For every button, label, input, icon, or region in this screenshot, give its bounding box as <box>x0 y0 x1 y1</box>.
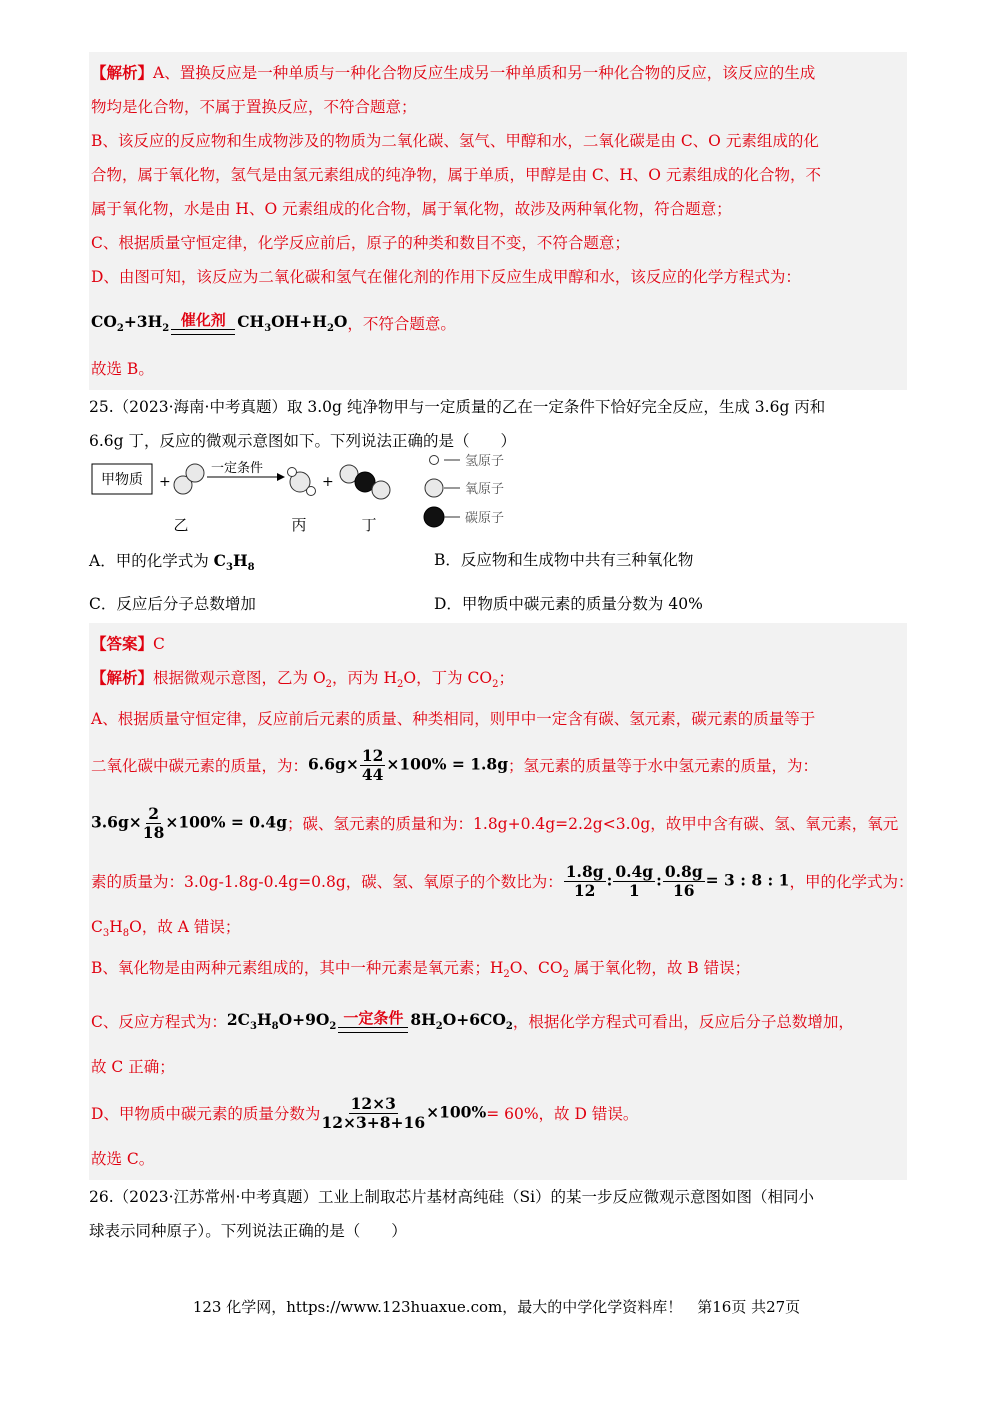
q25-analysis-a3 <box>91 794 907 852</box>
legend-carbon-icon <box>424 507 444 527</box>
q24-analysis-a1 <box>91 56 907 90</box>
q24-analysis-d: D、由图可知，该反应为二氧化碳和氢气在催化剂的作用下反应生成甲醇和水，该反应的化学方程式为： <box>91 268 801 286</box>
legend-oxygen-icon <box>425 479 443 497</box>
analysis-text: ；碳、氢元素的质量和为：1.8g+0.4g=2.2g<3.0g，故甲中含有碳、氢、氧元素，氧元 <box>287 815 899 834</box>
analysis-tag: 【解析】 <box>91 668 154 688</box>
label-bing: 丙 <box>291 516 307 534</box>
q25-analysis-a2 <box>91 736 907 794</box>
analysis-text: A、置换反应是一种单质与一种化合物反应生成另一种单质和另一种化合物的反应，该反应的生成 <box>153 64 816 82</box>
condition-label: 一定条件 <box>343 1009 404 1028</box>
q25-options-row-1 <box>89 542 907 586</box>
q25-analysis-d <box>91 1084 907 1142</box>
q25-option-b: B．反应物和生成物中共有三种氧化物 <box>434 551 694 569</box>
q24-analysis-c: C、根据质量守恒定律，化学反应前后，原子的种类和数目不变，不符合题意； <box>91 234 630 252</box>
equation-left: $CO_2+3H_2$ <box>91 311 170 335</box>
q25-analysis-c <box>91 992 907 1050</box>
atom-ratio-formula: $\frac{1.8g}{12}$ : $\frac{0.4g}{1}$ : $\frac{0.8g}{16}$ = 3 : 8 : 1 <box>565 861 790 900</box>
option-a-formula: $C_3H_8$ <box>213 551 255 574</box>
q24-answer: 故选 B。 <box>91 360 154 378</box>
legend-oxygen-label: 氧原子 <box>465 482 505 497</box>
label-yi: 乙 <box>173 516 189 534</box>
q25-options-row-2 <box>89 586 907 623</box>
analysis-text: ，根据化学方程式可看出，反应后分子总数增加， <box>512 1013 854 1032</box>
catalyst-label: 催化剂 <box>180 311 226 329</box>
legend-hydrogen-icon <box>430 456 439 465</box>
q25-analysis-c2: 故 C 正确； <box>91 1058 175 1077</box>
q25-analysis-b: B、氧化物是由两种元素组成的，其中一种元素是氧元素；$H_2O$、$CO_2$ 属于氧化物，故 B 错误； <box>91 959 751 981</box>
answer-tag: 【答案】 <box>91 634 154 654</box>
q25-answer: 故选 C。 <box>91 1150 155 1169</box>
carbon-fraction-formula: $\frac{12\times 3}{12\times 3+8+16}$ ×100% <box>321 1093 487 1132</box>
substance-box-label: 甲物质 <box>101 472 143 488</box>
q26-stem-1: 26.（2023·江苏常州·中考真题）工业上制取芯片基材高纯硅（Si）的某一步反应微观示意图如图（相同小 <box>89 1188 815 1207</box>
legend-carbon-label: 碳原子 <box>465 511 505 526</box>
q24-analysis-b1: B、该反应的反应物和生成物涉及的物质为二氧化碳、氢气、甲醇和水，二氧化碳是由 C、O 元素组成的化 <box>91 132 819 150</box>
analysis-text: 二氧化碳中碳元素的质量，为： <box>91 757 309 776</box>
analysis-text: ，故 A 错误； <box>141 918 241 937</box>
svg-text:+: + <box>322 474 334 490</box>
analysis-tag: 【解析】 <box>91 63 154 82</box>
q25-answer-line <box>91 627 907 661</box>
q25-option-c: C．反应后分子总数增加 <box>89 595 256 614</box>
hydrogen-mass-formula: 3.6g× $\frac{2}{18}$ ×100% = 0.4g <box>91 803 288 842</box>
equation-tail: ，不符合题意。 <box>347 315 456 333</box>
equation-right: $CH_3OH+H_2O$ <box>237 311 348 335</box>
condition-label: 一定条件 <box>210 461 264 476</box>
legend-hydrogen-label: 氢原子 <box>465 454 505 469</box>
q25-analysis-block <box>89 623 914 1180</box>
q25-micro-diagram <box>89 454 907 542</box>
q24-equation-line <box>91 294 907 352</box>
analysis-text: = 60%，故 D 错误。 <box>486 1105 639 1124</box>
analysis-text: B、氧化物是由两种元素组成的，其中一种元素是氧元素；H <box>91 959 504 978</box>
q24-analysis-block <box>89 52 907 390</box>
q24-analysis-b3: 属于氧化物，水是由 H、O 元素组成的化合物，属于氧化物，故涉及两种氧化物，符合题意； <box>91 200 732 218</box>
q25-analysis-a5: $C_3H_8O$，故 A 错误； <box>91 918 241 940</box>
q24-analysis-a2: 物均是化合物，不属于置换反应，不符合题意； <box>91 98 417 116</box>
q25-stem-1: 25.（2023·海南·中考真题）取 3.0g 纯净物甲与一定质量的乙在一定条件下恰好完全反应，生成 3.6g 丙和 <box>89 398 826 416</box>
analysis-text: C、反应方程式为： <box>91 1013 227 1032</box>
answer-value: C <box>153 635 165 654</box>
analysis-text: 素的质量为：3.0g-1.8g-0.4g=0.8g，碳、氢、氧原子的个数比为： <box>91 873 563 892</box>
hydrogen-atom <box>307 487 316 496</box>
q25-analysis-a4 <box>91 852 914 910</box>
analysis-intro-text: 根据微观示意图，乙为 O <box>153 669 326 688</box>
q25-option-a <box>89 542 434 586</box>
page-footer: 123 化学网，https://www.123huaxue.com，最大的中学化学资料库！ 第16页 共27页 <box>192 1298 801 1316</box>
q25-analysis-a1: A、根据质量守恒定律，反应前后元素的质量、种类相同，则甲中一定含有碳、氢元素，碳元素的质量等于 <box>91 710 816 729</box>
oxygen-atom <box>372 481 390 499</box>
arrow-head <box>277 473 285 481</box>
combustion-equation-right: $8H_2O+6CO_2$ <box>410 1010 513 1033</box>
combustion-equation-arrow <box>338 1009 408 1033</box>
svg-text:+: + <box>159 474 171 490</box>
analysis-text: D、甲物质中碳元素的质量分数为 <box>91 1105 321 1124</box>
page-content <box>89 52 914 1248</box>
q25-stem-2: 6.6g 丁，反应的微观示意图如下。下列说法正确的是（ ） <box>89 432 517 450</box>
combustion-equation-left: $2C_3H_8O+9O_2$ <box>226 1010 337 1033</box>
q25-analysis-intro: 【解析】根据微观示意图，乙为 $O_2$，丙为 $H_2O$，丁为 $CO_2$； <box>91 668 514 691</box>
hydrogen-atom <box>288 468 297 477</box>
analysis-text: ，甲的化学式为： <box>789 873 914 892</box>
q25-option-d: D．甲物质中碳元素的质量分数为 40% <box>434 595 703 614</box>
label-ding: 丁 <box>361 516 377 534</box>
q24-analysis-b2: 合物，属于氧化物，氢气是由氢元素组成的纯净物，属于单质，甲醇是由 C、H、O 元素组成的化合物，不 <box>91 166 821 184</box>
equation-arrow <box>171 311 235 335</box>
atom-legend <box>419 446 559 530</box>
option-text: A．甲的化学式为 <box>89 552 209 570</box>
carbon-mass-formula: 6.6g× $\frac{12}{44}$ ×100% = 1.8g <box>308 745 509 784</box>
oxygen-atom <box>186 464 204 482</box>
q26-stem-2: 球表示同种原子）。下列说法正确的是（ ） <box>89 1222 407 1241</box>
analysis-text: ；氢元素的质量等于水中氢元素的质量，为： <box>508 757 819 776</box>
